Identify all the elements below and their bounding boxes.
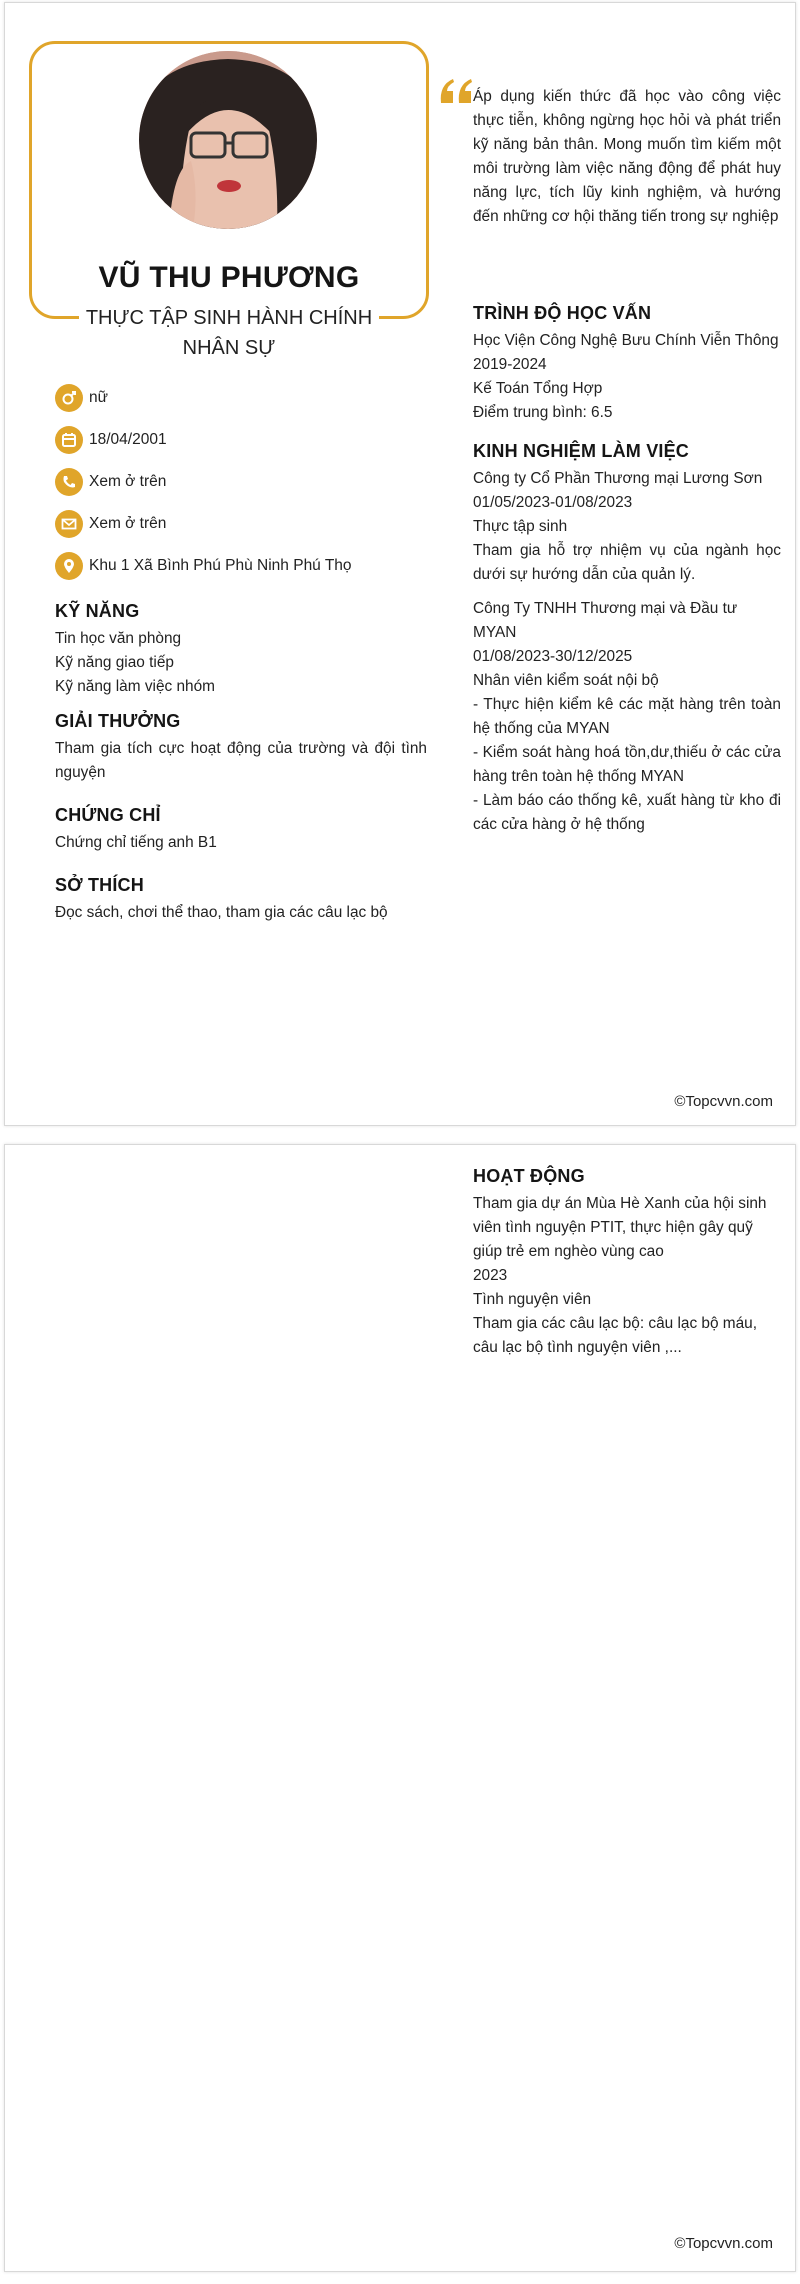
skills-section [55,601,427,699]
job-period: 01/05/2023-01/08/2023 [473,494,633,511]
education-section [473,303,781,425]
activities-section [473,1166,781,1360]
awards-text: Tham gia tích cực hoạt động của trường và đội tình nguyện [55,740,427,781]
contact-gender-value: nữ [89,389,108,406]
experience-title: KINH NGHIỆM LÀM VIỆC [473,441,690,461]
contact-gender [55,377,435,419]
activity-description: Tham gia dự án Mùa Hè Xanh của hội sinh viên tình nguyện PTIT, thực hiện gây quỹ giúp trẻ em nghèo vùng cao [473,1195,767,1260]
right-column [473,1166,781,1372]
left-column [55,601,427,937]
hobbies-section [55,875,427,925]
footer-watermark: ©Topcvvn.com [674,2235,773,2252]
job-position: Thực tập sinh [473,518,568,535]
avatar-photo [139,51,317,229]
job-duty: - Thực hiện kiểm kê các mặt hàng trên toàn hệ thống của MYAN [473,696,781,737]
education-major: Kế Toán Tổng Hợp [473,380,603,397]
activity-year: 2023 [473,1267,508,1284]
education-period: 2019-2024 [473,356,547,373]
job-duty: - Kiểm soát hàng hoá tồn,dư,thiếu ở các cửa hàng trên toàn hệ thống MYAN [473,744,781,785]
contact-birthday [55,419,435,461]
activity-clubs: Tham gia các câu lạc bộ: câu lạc bộ máu, câu lạc bộ tình nguyện viên ,... [473,1315,758,1356]
mail-icon [55,510,83,538]
education-gpa: Điểm trung bình: 6.5 [473,404,613,421]
job-duty: - Làm báo cáo thống kê, xuất hàng từ kho đi các cửa hàng ở hệ thống [473,792,781,833]
experience-section [473,441,781,837]
candidate-name: VŨ THU PHƯƠNG [98,261,360,294]
hobbies-title: SỞ THÍCH [55,875,144,895]
contact-phone-value: Xem ở trên [89,473,167,490]
contact-list [55,377,435,587]
certificates-title: CHỨNG CHỈ [55,805,161,825]
avatar [139,51,317,229]
education-title: TRÌNH ĐỘ HỌC VẤN [473,303,652,323]
skills-title: KỸ NĂNG [55,601,140,621]
job-entry [473,597,781,837]
activity-role: Tình nguyện viên [473,1291,592,1308]
activities-title: HOẠT ĐỘNG [473,1166,585,1186]
hobbies-text: Đọc sách, chơi thể thao, tham gia các câu lạc bộ [55,904,388,921]
skill-item: Tin học văn phòng [55,630,182,647]
job-description: Tham gia hỗ trợ nhiệm vụ của ngành học dưới sự hướng dẫn của quản lý. [473,542,781,583]
job-company: Công ty Cổ Phần Thương mại Lương Sơn [473,470,763,487]
education-school: Học Viện Công Nghệ Bưu Chính Viễn Thông [473,332,779,349]
job-position: Nhân viên kiểm soát nội bộ [473,672,659,689]
career-objective: Áp dụng kiến thức đã học vào công việc thực tiễn, không ngừng học hỏi và phát triển kỹ năng bản thân. Mong muốn tìm kiếm một môi trường làm việc năng động để phát huy năng lực, tích lũy kinh nghiệm, và hướng đến những cơ hội thăng tiến trong sự nghiệp [473,88,781,225]
skill-item: Kỹ năng giao tiếp [55,654,174,671]
awards-section [55,711,427,785]
awards-title: GIẢI THƯỞNG [55,711,181,731]
job-company: Công Ty TNHH Thương mại và Đầu tư MYAN [473,600,738,641]
cv-page-1 [4,2,796,1126]
footer-watermark: ©Topcvvn.com [674,1093,773,1110]
certificates-text: Chứng chỉ tiếng anh B1 [55,834,217,851]
job-period: 01/08/2023-30/12/2025 [473,648,633,665]
phone-icon [55,468,83,496]
candidate-role: THỰC TẬP SINH HÀNH CHÍNH NHÂN SỰ [85,307,373,359]
skill-item: Kỹ năng làm việc nhóm [55,678,215,695]
gender-icon [55,384,83,412]
calendar-icon [55,426,83,454]
contact-email-value: Xem ở trên [89,515,167,532]
contact-address-value: Khu 1 Xã Bình Phú Phù Ninh Phú Thọ [89,557,352,574]
quote-icon [439,77,475,105]
contact-birthday-value: 18/04/2001 [89,431,167,448]
contact-phone [55,461,435,503]
contact-address [55,545,435,587]
location-pin-icon [55,552,83,580]
right-column [473,303,781,849]
cv-page-2 [4,1144,796,2272]
certificates-section [55,805,427,855]
job-entry [473,467,781,587]
contact-email [55,503,435,545]
